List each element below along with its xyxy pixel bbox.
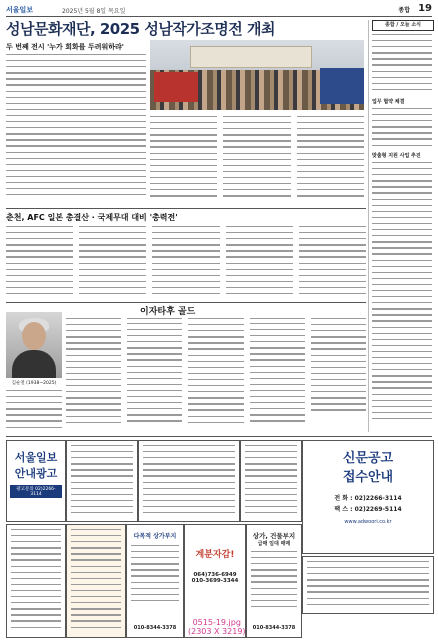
- image-size: (2303 X 3219): [188, 627, 246, 636]
- ad-lease-title: 상가, 건물부지: [252, 532, 296, 540]
- portrait-caption: 김순철 (1938~2025): [11, 381, 57, 386]
- ad-lease-sub: 급매 임대 매매: [257, 541, 291, 547]
- ad-notice-3: [240, 440, 302, 522]
- ad-seoul-title: 서울일보: [14, 451, 58, 464]
- ad-realestate-phone: 010-8344-3378: [133, 625, 177, 631]
- column-divider: [368, 20, 369, 432]
- image-footer: [188, 618, 246, 636]
- lead-headline: 성남문화재단, 2025 성남작가조명전 개최: [6, 20, 275, 38]
- section-rule-2: [6, 302, 366, 303]
- ad-rental: [66, 524, 126, 638]
- side-text-3: [372, 162, 432, 422]
- lead-photo: [150, 40, 364, 110]
- section-rule: [6, 208, 366, 209]
- page-number: 19: [418, 3, 432, 14]
- ad-website: www.adwoori.co.kr: [344, 519, 392, 525]
- ad-seoul-center: [6, 440, 66, 522]
- ad-restaurant-title: 계분자감!: [195, 550, 235, 560]
- ad-section-rule: [6, 436, 432, 437]
- ad-notice-2: [138, 440, 240, 522]
- ad-realestate: [126, 524, 184, 638]
- ad-seoul-sub: 안내광고: [14, 467, 58, 480]
- ad-lease: [246, 524, 302, 638]
- obituary-side-text: [6, 390, 62, 434]
- ad-restaurant-phone-1: 064)736-6949: [193, 572, 237, 578]
- story2-body: [6, 226, 366, 298]
- ad-newspaper-sub: 접수안내: [342, 470, 394, 485]
- story2-headline: 춘천, AFC 일본 총결산 · 국제무대 대비 '총력전': [6, 213, 178, 222]
- obituary-headline: 이자타후 골드: [140, 307, 196, 317]
- ad-restaurant-phone-2: 010-3699-3344: [191, 578, 239, 584]
- ad-notice-1: [66, 440, 138, 522]
- obituary-portrait: [6, 312, 62, 378]
- ad-list: [6, 524, 66, 638]
- ad-tel: 전 화 : 02)2266-3114: [334, 495, 402, 502]
- newspaper-logo: 서울일보: [6, 6, 34, 14]
- side-sub-1: 업무 협약 체결: [372, 99, 405, 105]
- ad-seoul-phone: 광고문의 02)2266-3114: [10, 485, 62, 498]
- ad-fax: 팩 스 : 02)2269-5114: [334, 506, 402, 513]
- ad-newspaper-notice: [302, 440, 434, 554]
- lead-body: [6, 54, 146, 204]
- issue-date: 2025년 5월 8일 목요일: [62, 8, 126, 15]
- section-label: 종합: [398, 7, 410, 14]
- image-id: 0515-19.jpg: [192, 618, 241, 627]
- classified-ads: [6, 440, 432, 636]
- obituary-body: [66, 318, 366, 434]
- ad-notice-4: [302, 556, 434, 614]
- side-section-tag: 종합 / 오늘 소식: [372, 20, 434, 31]
- side-text-2: [372, 108, 432, 148]
- lead-body-cont: [150, 116, 364, 206]
- ad-realestate-title: 다목적 상가부지: [133, 533, 177, 540]
- side-text-1: [372, 34, 432, 94]
- lead-subhead: 두 번째 전시 '누가 회화를 두려워하랴': [6, 43, 124, 51]
- ad-newspaper-title: 신문공고: [342, 451, 394, 466]
- side-sub-2: 맞춤형 지원 사업 추진: [372, 153, 421, 159]
- masthead: [6, 4, 432, 17]
- ad-lease-phone: 010-8344-3378: [252, 625, 296, 631]
